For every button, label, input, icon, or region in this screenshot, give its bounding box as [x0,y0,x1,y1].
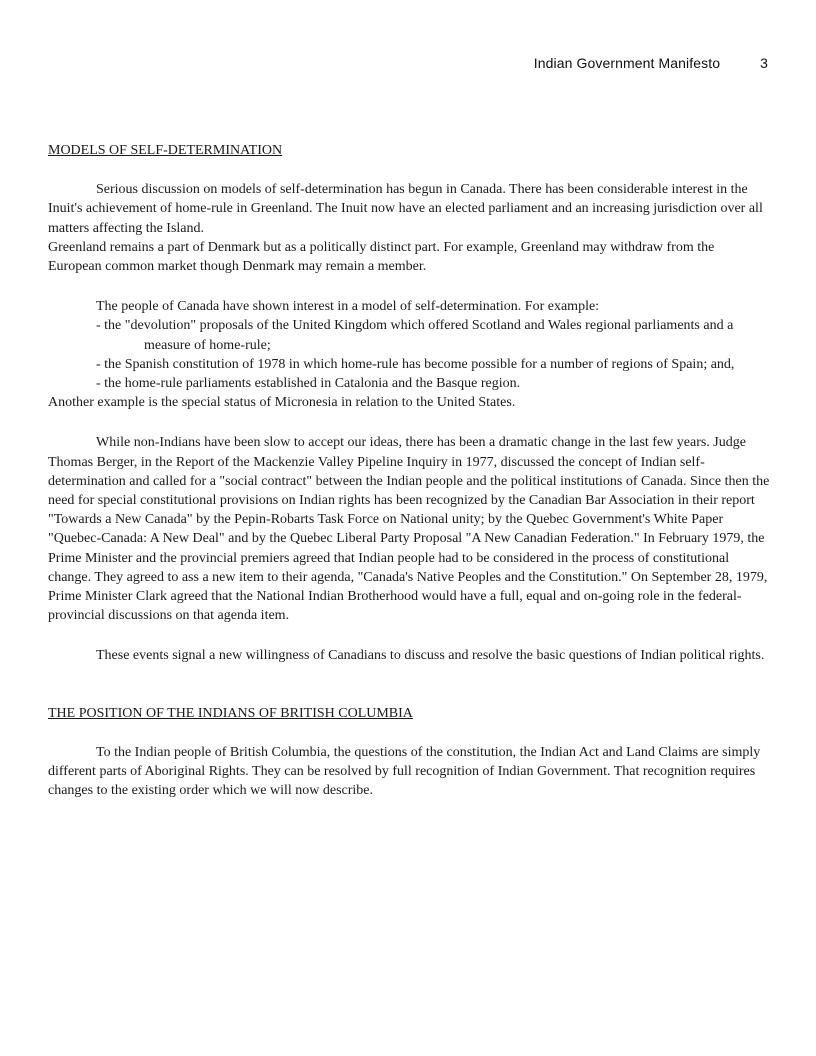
list-item: - the Spanish constitution of 1978 in which home-rule has become possible for a number of regions of Spain; and, [96,356,735,372]
models-paragraph-3: While non-Indians have been slow to accept our ideas, there has been a dramatic change in the last few years. Judge Thomas Berger, in the Report of the Mackenzie Valley Pipeline Inquiry in 1977, discussed the concept of Indian self-determination and called for a "social contract" between the Indian people and the political institutions of Canada. Since then the need for special constitutional provisions on Indian rights has been recognized by the Canadian Bar Association in their report "Towards a New Canada" by the Pepin-Robarts Task Force on National unity; by the Quebec Government's White Paper "Quebec-Canada: A New Deal" and by the Quebec Liberal Party Proposal "A New Canadian Federation." In February 1979, the Prime Minister and the provincial premiers agreed that Indian people had to be considered in the process of constitutional change. They agreed to ass a new item to their agenda, "Canada's Native Peoples and the Constitution." On September 28, 1979, Prime Minister Clark agreed that the National Indian Brotherhood would have a full, equal and on-going role in the federal-provincial discussions on that agenda item. [48,435,770,624]
models-paragraph-2b: Another example is the special status of Micronesia in relation to the United States. [48,395,516,411]
models-paragraph-2: The people of Canada have shown interest in a model of self-determination. For example: [96,299,600,315]
list-item: - the home-rule parliaments established in Catalonia and the Basque region. [96,376,521,392]
page-header [534,55,768,71]
section-title-position: THE POSITION OF THE INDIANS OF BRITISH COLUMBIA [48,705,413,721]
models-paragraph-1b: Greenland remains a part of Denmark but as a politically distinct part. For example, Greenland may withdraw from the European common market though Denmark may remain a member. [48,239,715,275]
position-paragraph-1: To the Indian people of British Columbia, the questions of the constitution, the Indian Act and Land Claims are simply different parts of Aboriginal Rights. They can be resolved by full recognition of Indian Government. That recognition requires changes to the existing order which we will now describe. [48,744,761,799]
document-body [48,141,770,800]
list-item: - the "devolution" proposals of the United Kingdom which offered Scotland and Wales regional parliaments and a measure of home-rule; [96,318,734,353]
section-title-models: MODELS OF SELF-DETERMINATION [48,143,283,158]
models-paragraph-1: Serious discussion on models of self-determination has begun in Canada. There has been considerable interest in the Inuit's achievement of home-rule in Greenland. The Inuit now have an elected parliament and an increasing jurisdiction over all matters affecting the Island. [48,182,763,236]
models-paragraph-4: These events signal a new willingness of Canadians to discuss and resolve the basic questions of Indian political rights. [96,648,765,664]
page-number: 3 [760,55,768,71]
header-title: Indian Government Manifesto [533,55,721,71]
